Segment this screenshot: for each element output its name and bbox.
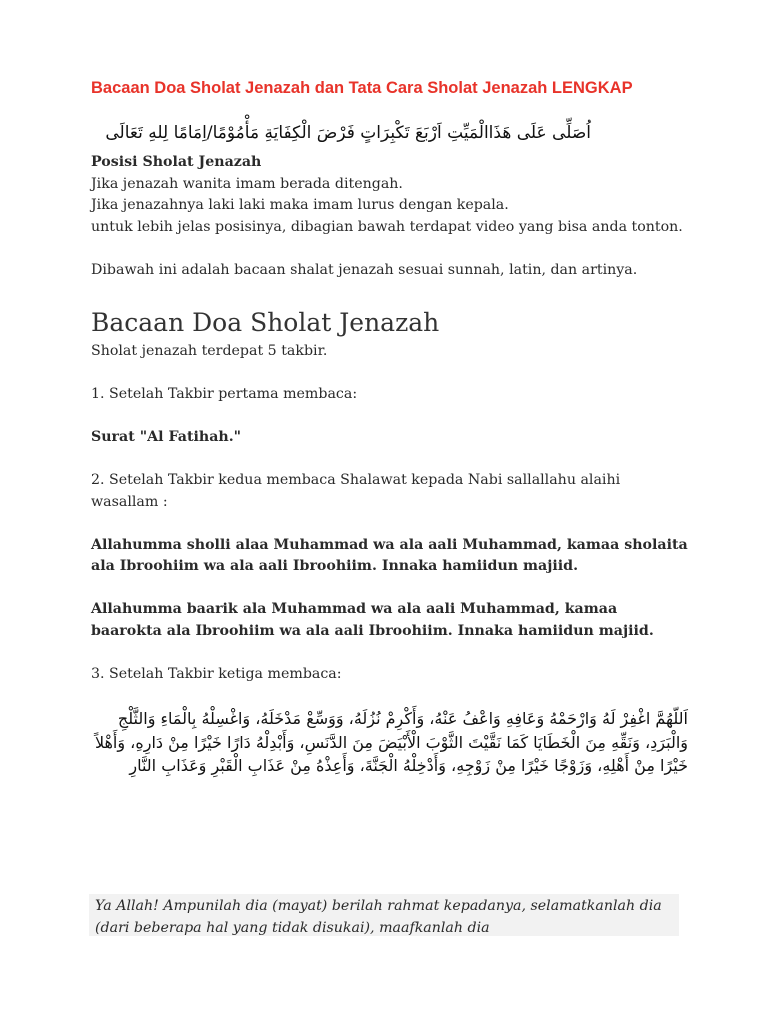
takbir1-reading: Surat "Al Fatihah." [91, 429, 242, 445]
section-heading: Bacaan Doa Sholat Jenazah [91, 308, 440, 337]
posisi-line-laki: Jika jenazahnya laki laki maka imam lurus dengan kepala. [91, 197, 509, 213]
takbir3-arabic-text: اَللّهُمَّ اغْفِرْ لَهُ وَارْحَمْهُ وَعَافِهِ وَاعْفُ عَنْهُ، وَأَكْرِمْ نُزُلَهُ، وَوَسِّعْ مَدْخَلَهُ، وَاغْسِلْهُ بِالْمَاءِ وَالثَّلْجِ وَالْبَرَدِ، وَنَقِّهِ مِنَ الْخَطَايَا كَمَا نَقَّيْتَ الثَّوْبَ الْأَبْيَضَ مِنَ الدَّنَسِ، وَأَبْدِلْهُ دَارًا خَيْرًا مِنْ دَارِهِ، وَأَهْلاً خَيْرًا مِنْ أَهْلِهِ، وَزَوْجًا خَيْرًا مِنْ زَوْجِهِ، وَأَدْخِلْهُ الْجَنَّةَ، وَأَعِذْهُ مِنْ عَذَابِ الْقَبْرِ وَعَذَابِ النَّارِ [94, 709, 688, 775]
takbir1-label: 1. Setelah Takbir pertama membaca: [91, 386, 358, 402]
takbir3-label: 3. Setelah Takbir ketiga membaca: [91, 665, 342, 682]
posisi-line-wanita: Jika jenazah wanita imam berada ditengah. [91, 175, 403, 192]
intro-paragraph: Dibawah ini adalah bacaan shalat jenazah sesuai sunnah, latin, dan artinya. [91, 261, 638, 278]
posisi-heading: Posisi Sholat Jenazah [91, 154, 262, 170]
article-title: Bacaan Doa Sholat Jenazah dan Tata Cara Sholat Jenazah LENGKAP [91, 79, 633, 97]
posisi-line-video: untuk lebih jelas posisinya, dibagian bawah terdapat video yang bisa anda tonton. [91, 218, 683, 235]
niat-arabic-text: اُصَلِّى عَلَى هَذَاالْمَيِّتِ اَرْبَعَ تَكْبِرَاتٍ فَرْضَ الْكِفَايَةِ مَأْمُوْمًا/اِمَامًا لِلهِ تَعَالَى [105, 123, 591, 143]
translation-box: Ya Allah! Ampunilah dia (mayat) berilah rahmat kepadanya, selamatkanlah dia (dari beberapa hal yang tidak disukai), maafkanlah dia [89, 894, 679, 936]
sholawat-paragraph-2: Allahumma baarik ala Muhammad wa ala aali Muhammad, kamaa baarokta ala Ibroohiim wa ala aali Ibroohiim. Innaka hamiidun majiid. [91, 601, 654, 639]
takbir2-label: 2. Setelah Takbir kedua membaca Shalawat kepada Nabi sallallahu alaihi wasallam : [91, 472, 621, 510]
sholawat-paragraph-1: Allahumma sholli alaa Muhammad wa ala aali Muhammad, kamaa sholaita ala Ibroohiim wa ala aali Ibroohiim. Innaka hamiidun majiid. [91, 536, 688, 574]
takbir-count-text: Sholat jenazah terdepat 5 takbir. [91, 343, 328, 359]
